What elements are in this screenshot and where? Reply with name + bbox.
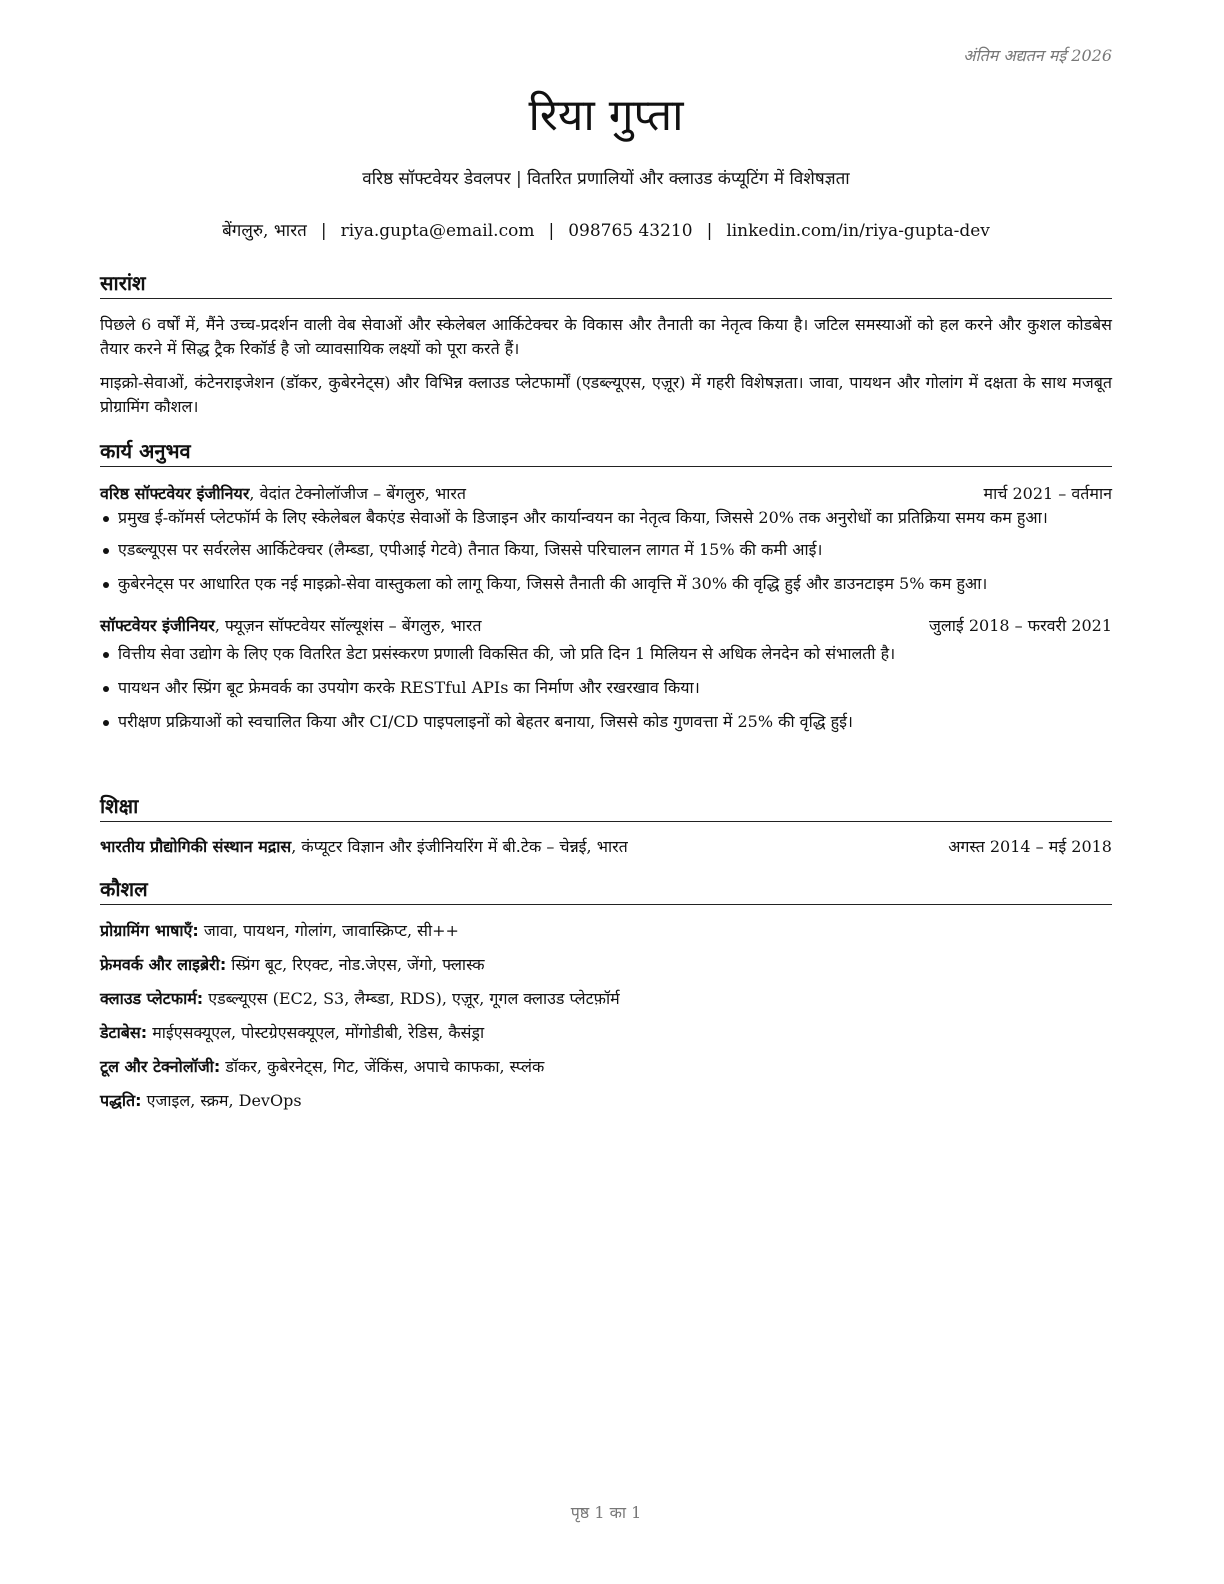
summary-paragraph: पिछले 6 वर्षों में, मैंने उच्च-प्रदर्शन वाली वेब सेवाओं और स्केलेबल आर्किटेक्चर के विकास और तैनाती का नेतृत्व किया है। जटिल समस्याओं को हल करने और कुशल कोडबेस तैयार करने में सिद्ध ट्रैक रिकॉर्ड है जो व्यावसायिक लक्ष्यों को पूरा करते हैं।	[100, 315, 1112, 358]
skill-row	[100, 987, 1112, 1011]
contact-separator: |	[320, 221, 327, 241]
education-heading: शिक्षा	[100, 793, 1112, 822]
skill-label: डेटाबेस:	[100, 1023, 148, 1042]
job-role: सॉफ्टवेयर इंजीनियर	[100, 616, 215, 635]
experience-section	[100, 438, 1112, 734]
page-number: पृष्ठ 1 का 1	[570, 1503, 642, 1522]
skill-value: डॉकर, कुबेरनेट्स, गिट, जेंकिंस, अपाचे काफका, स्प्लंक	[220, 1057, 545, 1076]
candidate-name: रिया गुप्ता	[528, 90, 684, 141]
contact-separator: |	[706, 221, 713, 241]
job-title-line	[100, 482, 466, 506]
contact-phone[interactable]: 098765 43210	[568, 221, 693, 241]
skill-label: टूल और टेक्नोलॉजी:	[100, 1057, 221, 1076]
job-bullet: एडब्ल्यूएस पर सर्वरलेस आर्किटेक्चर (लैम्ब्डा, एपीआई गेटवे) तैनात किया, जिससे परिचालन लागत में 15% की कमी आई।	[100, 538, 1112, 562]
last-updated-note: अंतिम अद्यतन मई 2026	[963, 46, 1112, 65]
job-bullet: पायथन और स्प्रिंग बूट फ्रेमवर्क का उपयोग करके RESTful APIs का निर्माण और रखरखाव किया।	[100, 676, 1112, 700]
education-degree: , कंप्यूटर विज्ञान और इंजीनियरिंग में बी.टेक – चेन्नई, भारत	[291, 837, 628, 856]
job-bullet: प्रमुख ई-कॉमर्स प्लेटफॉर्म के लिए स्केलेबल बैकएंड सेवाओं के डिजाइन और कार्यान्वयन का नेतृत्व किया, जिससे 20% तक अनुरोधों का प्रतिक्रिया समय कम हुआ।	[100, 506, 1112, 530]
job-entry	[100, 614, 1112, 734]
skill-row	[100, 1089, 1112, 1113]
job-entry	[100, 482, 1112, 596]
job-header	[100, 614, 1112, 638]
contact-line	[100, 219, 1112, 243]
job-bullets	[100, 506, 1112, 596]
education-dates: अगस्त 2014 – मई 2018	[948, 837, 1112, 856]
job-header	[100, 482, 1112, 506]
skill-row	[100, 1055, 1112, 1079]
contact-separator: |	[548, 221, 555, 241]
job-dates: मार्च 2021 – वर्तमान	[983, 484, 1112, 503]
education-entry	[100, 835, 1112, 859]
contact-linkedin[interactable]: linkedin.com/in/riya-gupta-dev	[726, 221, 990, 241]
job-bullet: वित्तीय सेवा उद्योग के लिए एक वितरित डेटा प्रसंस्करण प्रणाली विकसित की, जो प्रति दिन 1 मिलियन से अधिक लेनदेन को संभालती है।	[100, 642, 1112, 666]
job-role: वरिष्ठ सॉफ्टवेयर इंजीनियर	[100, 484, 250, 503]
skill-value: एजाइल, स्क्रम, DevOps	[141, 1091, 302, 1110]
skills-section	[100, 876, 1112, 1113]
education-institution: भारतीय प्रौद्योगिकी संस्थान मद्रास	[100, 837, 292, 856]
job-bullets	[100, 642, 1112, 734]
skill-row	[100, 1021, 1112, 1045]
summary-paragraph: माइक्रो-सेवाओं, कंटेनराइजेशन (डॉकर, कुबेरनेट्स) और विभिन्न क्लाउड प्लेटफार्मों (एडब्ल्यूएस, एज़ूर) में गहरी विशेषज्ञता। जावा, पायथन और गोलांग में दक्षता के साथ मजबूत प्रोग्रामिंग कौशल।	[100, 373, 1112, 416]
skill-label: फ्रेमवर्क और लाइब्रेरी:	[100, 955, 227, 974]
education-line	[100, 835, 628, 859]
skill-value: माईएसक्यूएल, पोस्टग्रेएसक्यूएल, मोंगोडीबी, रेडिस, कैसंड्रा	[147, 1023, 485, 1042]
summary-section	[100, 270, 1112, 419]
contact-location: बेंगलुरु, भारत	[222, 221, 307, 241]
job-title-line	[100, 614, 482, 638]
skills-heading: कौशल	[100, 876, 1112, 905]
summary-heading: सारांश	[100, 270, 1112, 299]
job-company: , वेदांत टेक्नोलॉजीज – बेंगलुरु, भारत	[249, 484, 467, 503]
professional-tagline: वरिष्ठ सॉफ्टवेयर डेवलपर | वितरित प्रणालियों और क्लाउड कंप्यूटिंग में विशेषज्ञता	[362, 169, 850, 189]
skill-label: क्लाउड प्लेटफार्म:	[100, 989, 204, 1008]
skill-label: प्रोग्रामिंग भाषाएँ:	[100, 921, 199, 940]
job-dates: जुलाई 2018 – फरवरी 2021	[929, 616, 1112, 635]
education-section	[100, 793, 1112, 859]
skill-value: जावा, पायथन, गोलांग, जावास्क्रिप्ट, सी++	[198, 921, 459, 940]
job-bullet: परीक्षण प्रक्रियाओं को स्वचालित किया और CI/CD पाइपलाइनों को बेहतर बनाया, जिससे कोड गुणवत्ता में 25% की वृद्धि हुई।	[100, 710, 1112, 734]
job-company: , फ्यूज़न सॉफ्टवेयर सॉल्यूशंस – बेंगलुरु, भारत	[214, 616, 482, 635]
experience-heading: कार्य अनुभव	[100, 438, 1112, 467]
skill-value: स्प्रिंग बूट, रिएक्ट, नोड.जेएस, जेंगो, फ्लास्क	[226, 955, 485, 974]
skill-value: एडब्ल्यूएस (EC2, S3, लैम्ब्डा, RDS), एज़ूर, गूगल क्लाउड प्लेटफ़ॉर्म	[203, 989, 620, 1008]
skill-row	[100, 953, 1112, 977]
resume-page	[100, 0, 1112, 1584]
skill-row	[100, 919, 1112, 943]
job-bullet: कुबेरनेट्स पर आधारित एक नई माइक्रो-सेवा वास्तुकला को लागू किया, जिससे तैनाती की आवृत्ति में 30% की वृद्धि हुई और डाउनटाइम 5% कम हुआ।	[100, 572, 1112, 596]
contact-email[interactable]: riya.gupta@email.com	[340, 221, 535, 241]
skill-label: पद्धति:	[100, 1091, 142, 1110]
